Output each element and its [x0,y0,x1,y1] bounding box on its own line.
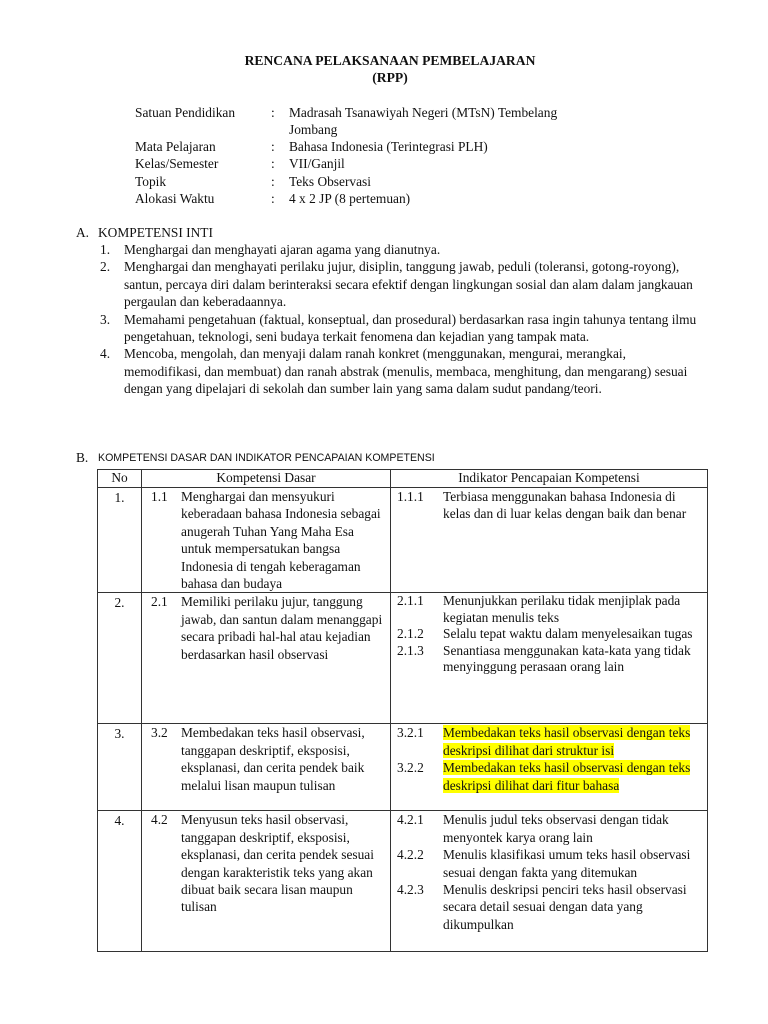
column-header-kd: Kompetensi Dasar [142,470,391,488]
document-title: RENCANA PELAKSANAAN PEMBELAJARAN [244,53,536,68]
identity-label: Kelas/Semester [135,156,219,171]
list-text: Memahami pengetahuan (faktual, konseptual, dan prosedural) berdasarkan rasa ingin tahunya tentang ilmu pengetahuan, teknologi, seni budaya terkait fenomena dan kejadian yang tampak mata. [124,311,697,345]
list-item [100,258,705,310]
kd-cell [142,593,391,724]
indicator-text: Selalu tepat waktu dalam menyelesaikan tugas [443,626,693,642]
indicator-code: 2.1.3 [397,642,424,658]
identity-value: 4 x 2 JP (8 pertemuan) [289,191,411,206]
indicator-code: 2.1.1 [397,593,424,609]
indicator-text: Menulis judul teks observasi dengan tidak menyontek karya orang lain [443,812,669,845]
identity-value: VII/Ganjil [289,156,345,171]
indicator-code: 3.2.1 [397,725,424,741]
kompetensi-inti-list [100,241,705,398]
table-row [98,593,708,724]
row-number: 1. [98,488,142,593]
identity-colon: : [271,191,275,206]
indicator-code: 3.2.2 [397,760,424,776]
highlighted-indicator-text: Membedakan teks hasil observasi dengan teks deskripsi dilihat dari fitur bahasa [443,760,691,793]
list-number: 2. [100,259,111,275]
identity-colon: : [271,105,275,120]
indicator-text: Senantiasa menggunakan kata-kata yang tidak [443,642,691,658]
indicator-entry [391,626,707,643]
kd-text: Membedakan teks hasil observasi, tanggapan deskriptif, eksposisi, eksplanasi, dan cerita pendek baik melalui lisan maupun tulisan [181,725,365,793]
kd-entry [142,488,390,592]
kd-code: 4.2 [151,812,168,828]
list-text: Menghargai dan menghayati perilaku jujur, disiplin, tanggung jawab, peduli (toleransi, gotong-royong), santun, percaya diri dalam berinteraksi secara efektif dengan lingkungan sosial dan alam dalam jangkauan pergaulan dan keberadaannya. [124,259,693,310]
kd-cell [142,488,391,593]
list-number: 4. [100,346,111,362]
identity-value: Teks Observasi [289,174,371,189]
indicator-entry [391,724,707,759]
kd-code: 2.1 [151,594,168,610]
indicator-code: 4.2.2 [397,847,424,863]
list-number: 3. [100,311,111,327]
kd-text: Memiliki perilaku jujur, tanggung jawab, dan santun dalam menanggapi secara pribadi hal-hal atau kejadian berdasarkan hasil observasi [181,594,383,662]
list-item [100,311,705,346]
indicator-code: 4.2.1 [397,812,424,828]
indicator-text: Menulis deskripsi penciri teks hasil observasi secara detail sesuai dengan data yang dikumpulkan [443,882,687,932]
indicator-entry [391,643,707,676]
identity-label: Satuan Pendidikan [135,105,236,120]
indicator-cell [391,593,708,724]
indicator-text: Menunjukkan perilaku tidak menjiplak pada [443,593,681,609]
kd-cell [142,724,391,811]
indicator-text: Terbiasa menggunakan bahasa Indonesia di kelas dan di luar kelas dengan baik dan benar [443,489,687,522]
indicator-text-continued: menyinggung perasaan orang lain [443,659,625,675]
list-text: Mencoba, mengolah, dan menyaji dalam ranah konkret (menggunakan, mengurai, merangkai, memodifikasi, dan membuat) dan ranah abstrak (menulis, membaca, menghitung, dan mengarang) sesuai dengan yang dipelajari di sekolah dan sumber lain yang sama dalam sudut pandang/teori. [124,346,688,397]
section-b-heading [76,450,435,466]
indicator-code: 1.1.1 [397,489,424,504]
indicator-text: Menulis klasifikasi umum teks hasil observasi sesuai dengan fakta yang ditemukan [443,847,691,880]
document-subtitle: (RPP) [372,70,408,85]
list-number: 1. [100,242,111,257]
indicator-entry [391,759,707,794]
identity-colon: : [271,156,275,171]
list-item [100,345,705,397]
identity-value: Madrasah Tsanawiyah Negeri (MTsN) Tembelang [289,105,558,120]
identity-colon: : [271,139,275,154]
kd-entry [142,811,390,915]
row-number: 2. [98,593,142,724]
section-title: KOMPETENSI INTI [98,225,213,240]
indicator-entry [391,488,707,523]
section-letter: B. [76,450,89,465]
column-header-no: No [98,470,142,488]
table-header-row [98,470,708,488]
kd-text: Menyusun teks hasil observasi, tanggapan deskriptif, eksposisi, eksplanasi, dan cerita pendek sesuai dengan karakteristik teks yang akan dibuat baik secara lisan maupun tulisan [181,812,374,915]
kd-text: Menghargai dan mensyukuri keberadaan bahasa Indonesia sebagai anugerah Tuhan Yang Maha Esa untuk mempersatukan bangsa Indonesia di tengah keberagaman bahasa dan budaya [181,489,381,592]
competency-table [97,469,708,952]
kd-entry [142,593,390,663]
identity-value: Bahasa Indonesia (Terintegrasi PLH) [289,139,488,154]
indicator-text-continued: kegiatan menulis teks [443,609,560,625]
list-text: Menghargai dan menghayati ajaran agama yang dianutnya. [124,242,441,257]
kd-code: 1.1 [151,489,168,504]
indicator-cell [391,488,708,593]
indicator-cell [391,724,708,811]
section-a-heading [76,225,213,241]
indicator-code: 2.1.2 [397,626,424,642]
highlighted-indicator-text: Membedakan teks hasil observasi dengan teks deskripsi dilihat dari struktur isi [443,725,691,758]
indicator-entry [391,811,707,846]
indicator-entry [391,846,707,881]
indicator-code: 4.2.3 [397,882,424,898]
section-letter: A. [76,225,90,240]
identity-value-continued: Jombang [289,122,338,137]
kd-entry [142,724,390,794]
table-row [98,811,708,952]
column-header-indicator: Indikator Pencapaian Kompetensi [391,470,708,488]
kd-code: 3.2 [151,725,168,741]
list-item [100,241,705,258]
row-number: 4. [98,811,142,952]
indicator-entry [391,881,707,933]
kd-cell [142,811,391,952]
indicator-cell [391,811,708,952]
identity-label: Topik [135,174,167,189]
table-row [98,488,708,593]
table-row [98,724,708,811]
row-number: 3. [98,724,142,811]
indicator-entry [391,593,707,626]
identity-colon: : [271,174,275,189]
identity-label: Mata Pelajaran [135,139,216,154]
section-title: KOMPETENSI DASAR DAN INDIKATOR PENCAPAIAN KOMPETENSI [98,452,435,464]
identity-label: Alokasi Waktu [135,191,215,206]
